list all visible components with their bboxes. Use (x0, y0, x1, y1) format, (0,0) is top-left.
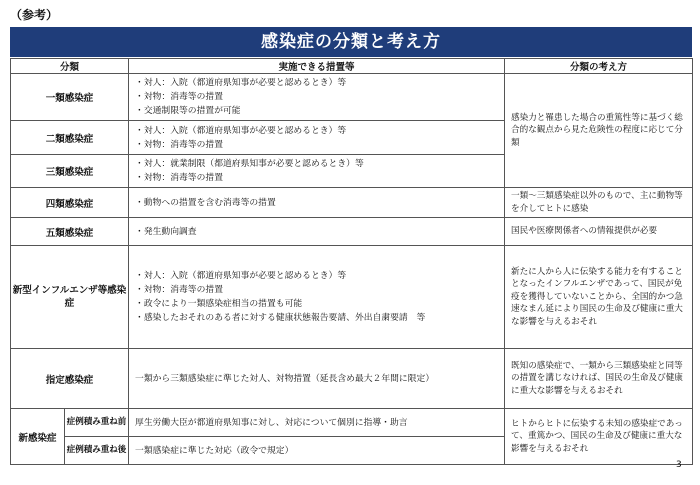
subcategory-cell: 症例積み重ね後 (65, 437, 129, 465)
measure-item: ・対物：消毒等の措置 (135, 139, 223, 150)
table-row (11, 188, 693, 218)
category-cell: 二類感染症 (11, 121, 129, 155)
category-cell: 五類感染症 (11, 218, 129, 246)
concept-cell: 一類～三類感染症以外のもので、主に動物等を介してヒトに感染 (505, 188, 693, 218)
table-row (11, 246, 693, 349)
measure-item: ・政令により一類感染症相当の措置も可能 (135, 299, 303, 309)
table-row (11, 218, 693, 246)
measure-item: ・対人：就業制限（都道府県知事が必要と認めるとき）等 (135, 159, 364, 169)
table-row (11, 409, 693, 437)
concept-cell: 既知の感染症で、一類から三類感染症と同等の措置を講じなければ、国民の生命及び健康に重大な影響を与えるおそれ (505, 349, 693, 409)
header-concept: 分類の考え方 (505, 59, 693, 74)
subcategory-cell: 症例積み重ね前 (65, 409, 129, 437)
page-title: 感染症の分類と考え方 (10, 27, 692, 57)
concept-cell: 新たに人から人に伝染する能力を有することとなったインフルエンザであって、国民が免疫を獲得していないことから、全国的かつ急速なまん延により国民の生命及び健康に重大な影響を与えるおそれ (505, 246, 693, 349)
measure-item: ・感染したおそれのある者に対する健康状態報告要請、外出自粛要請 等 (135, 313, 426, 323)
classification-table (10, 58, 693, 465)
measures-cell (129, 349, 505, 409)
category-cell: 指定感染症 (11, 349, 129, 409)
measure-item: 一類から三類感染症に準じた対人、対物措置（延長含め最大２年間に限定） (135, 373, 435, 384)
measure-item: ・対物：消毒等の措置 (135, 285, 223, 295)
table-header-row (11, 59, 693, 74)
category-cell: 新感染症 (11, 409, 65, 465)
reference-label: （参考） (10, 8, 59, 22)
measure-item: ・対物：消毒等の措置 (135, 173, 223, 183)
measures-cell (129, 74, 505, 121)
concept-cell: ヒトからヒトに伝染する未知の感染症であって、重篤かつ、国民の生命及び健康に重大な影響を与えるおそれ (505, 409, 693, 465)
category-cell: 三類感染症 (11, 155, 129, 188)
measure-item: ・対人：入院（都道府県知事が必要と認めるとき）等 (135, 271, 347, 281)
category-cell: 四類感染症 (11, 188, 129, 218)
concept-cell: 感染力と罹患した場合の重篤性等に基づく総合的な観点から見た危険性の程度に応じて分類 (505, 74, 693, 188)
table-row (11, 349, 693, 409)
measure-item: ・対人：入院（都道府県知事が必要と認めるとき）等 (135, 125, 347, 136)
measures-cell (129, 121, 505, 155)
measure-item: ・対物：消毒等の措置 (135, 92, 223, 102)
concept-cell: 国民や医療関係者への情報提供が必要 (505, 218, 693, 246)
measure-item: ・動物への措置を含む消毒等の措置 (135, 197, 276, 208)
measures-cell (129, 246, 505, 349)
measures-cell: 厚生労働大臣が都道府県知事に対し、対応について個別に指導・助言 (129, 409, 505, 437)
measures-cell (129, 218, 505, 246)
measure-item: ・発生動向調査 (135, 226, 197, 237)
measures-cell (129, 155, 505, 188)
header-measures: 実施できる措置等 (129, 59, 505, 74)
measures-cell (129, 188, 505, 218)
category-cell: 新型インフルエンザ等感染症 (11, 246, 129, 349)
table-row (11, 74, 693, 121)
measure-item: ・交通制限等の措置が可能 (135, 106, 241, 116)
category-cell: 一類感染症 (11, 74, 129, 121)
header-category: 分類 (11, 59, 129, 74)
measure-item: ・対人：入院（都道府県知事が必要と認めるとき）等 (135, 78, 347, 88)
page-number: 3 (676, 460, 682, 470)
measures-cell: 一類感染症に準じた対応（政令で規定） (129, 437, 505, 465)
